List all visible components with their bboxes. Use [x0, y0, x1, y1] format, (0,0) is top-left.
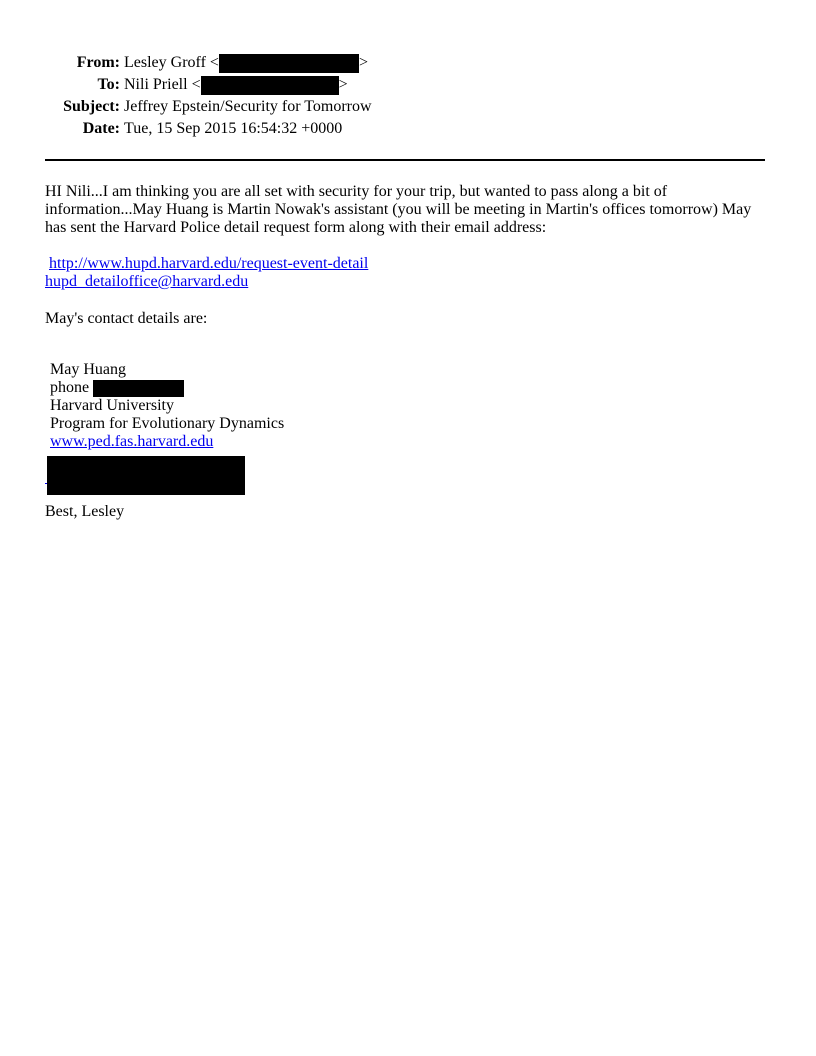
subject-label: Subject:	[63, 98, 120, 115]
contact-website-link[interactable]: www.ped.fas.harvard.edu	[50, 433, 214, 450]
header-divider	[45, 159, 765, 161]
contact-phone-line	[50, 379, 770, 397]
signoff: Best, Lesley	[45, 503, 125, 520]
contact-name: May Huang	[50, 361, 126, 378]
request-detail-link[interactable]: http://www.hupd.harvard.edu/request-event-detail	[49, 255, 369, 272]
from-email-redaction	[219, 54, 359, 73]
link-block	[45, 255, 765, 291]
subject-row	[45, 96, 372, 118]
from-value	[124, 52, 372, 74]
contact-email-redaction	[47, 456, 245, 495]
from-bracket-open: <	[209, 54, 219, 71]
contact-program: Program for Evolutionary Dynamics	[50, 415, 285, 432]
to-value	[124, 74, 372, 96]
date-label: Date:	[82, 120, 120, 137]
to-row	[45, 74, 372, 96]
contact-intro: May's contact details are:	[45, 310, 208, 327]
contact-block	[50, 361, 770, 451]
date-value: Tue, 15 Sep 2015 16:54:32 +0000	[124, 120, 343, 137]
detail-office-email-link[interactable]: hupd_detailoffice@harvard.edu	[45, 273, 249, 290]
contact-phone-label: phone	[50, 379, 90, 396]
to-email-redaction	[201, 76, 339, 95]
to-label: To:	[97, 76, 120, 93]
to-name: Nili Priell	[124, 76, 188, 93]
body-paragraph: HI Nili...I am thinking you are all set with security for your trip, but wanted to pass along a bit of information...May Huang is Martin Nowak's assistant (you will be meeting in Martin's offices tomorrow) May has sent the Harvard Police detail request form along with their email address:	[45, 183, 752, 236]
from-row	[45, 52, 372, 74]
from-name: Lesley Groff	[124, 54, 206, 71]
date-row	[45, 118, 372, 140]
to-bracket-close: >	[338, 76, 348, 93]
subject-value: Jeffrey Epstein/Security for Tomorrow	[124, 98, 372, 115]
email-header	[45, 52, 372, 140]
phone-redaction	[93, 380, 184, 397]
contact-organization: Harvard University	[50, 397, 174, 414]
from-bracket-close: >	[358, 54, 368, 71]
from-label: From:	[76, 54, 120, 71]
to-bracket-open: <	[191, 76, 201, 93]
